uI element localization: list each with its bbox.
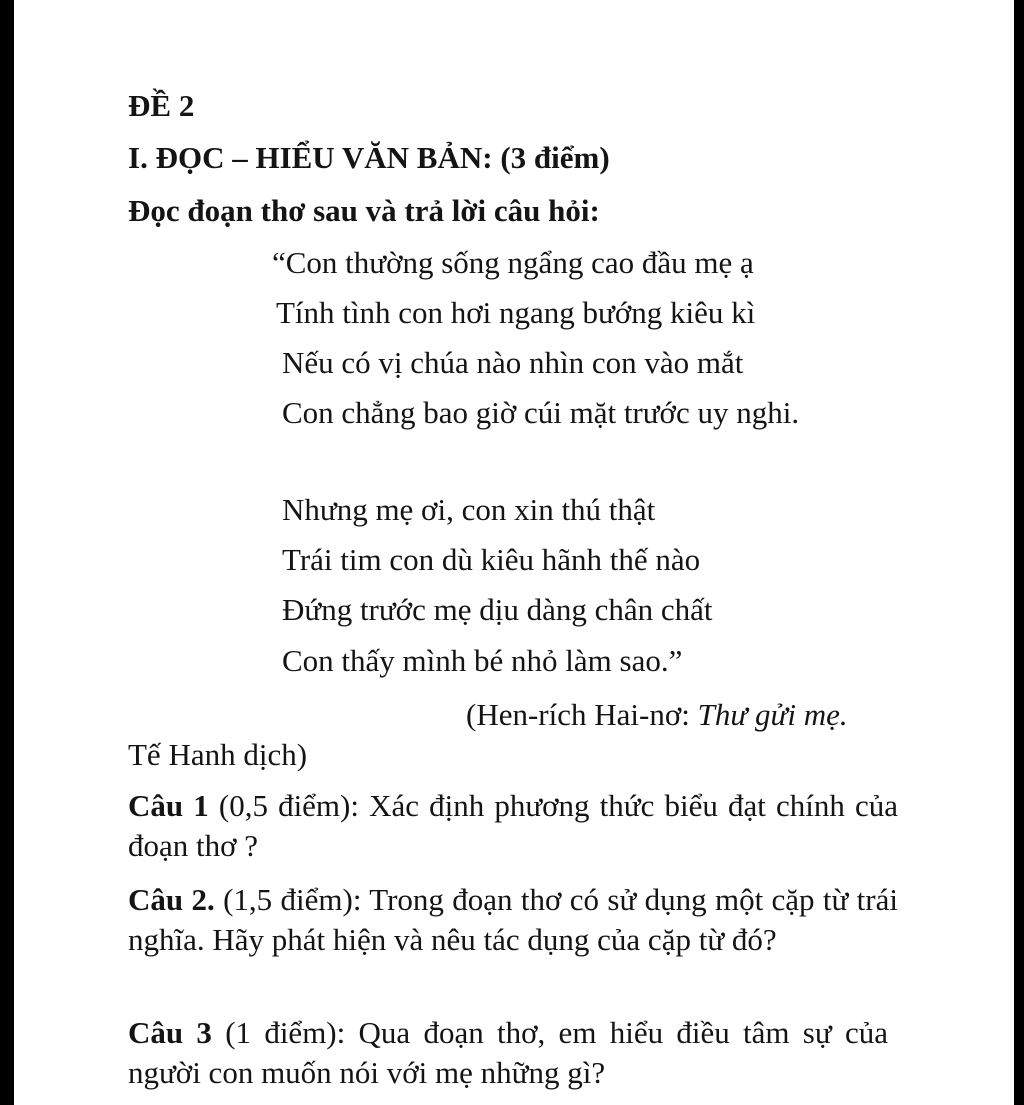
question-label: Câu 3: [128, 1015, 212, 1050]
question-text: (1 điểm): Qua đoạn thơ, em hiểu điều tâm sự của người con muốn nói với mẹ những gì?: [128, 1015, 888, 1090]
source-prefix: (Hen-rích Hai-nơ:: [466, 697, 698, 732]
question-label: Câu 1: [128, 788, 209, 823]
question-2: [128, 880, 898, 960]
question-1: [128, 786, 898, 866]
question-label: Câu 2.: [128, 882, 215, 917]
reading-instruction: Đọc đoạn thơ sau và trả lời câu hỏi:: [128, 193, 600, 228]
poem-line: Trái tim con dù kiêu hãnh thế nào: [282, 542, 701, 577]
source-work-title: Thư gửi mẹ.: [697, 697, 848, 732]
poem-line: “Con thường sống ngẩng cao đầu mẹ ạ: [272, 245, 754, 280]
source-translator: Tế Hanh dịch): [128, 737, 308, 772]
poem-line: Đứng trước mẹ dịu dàng chân chất: [282, 592, 713, 627]
document-page: [14, 0, 1014, 1105]
section-heading: I. ĐỌC – HIỂU VĂN BẢN: (3 điểm): [128, 140, 610, 175]
poem-line: Nhưng mẹ ơi, con xin thú thật: [282, 492, 656, 527]
question-text: (1,5 điểm): Trong đoạn thơ có sử dụng một cặp từ trái nghĩa. Hãy phát hiện và nêu tác dụng của cặp từ đó?: [128, 882, 898, 957]
poem-line: Con chẳng bao giờ cúi mặt trước uy nghi.: [282, 395, 800, 430]
poem-line: Con thấy mình bé nhỏ làm sao.”: [282, 643, 683, 678]
poem-line: Tính tình con hơi ngang bướng kiêu kì: [276, 295, 756, 330]
poem-source: [466, 695, 848, 735]
question-3: [128, 1013, 888, 1093]
exam-title: ĐỀ 2: [128, 88, 195, 123]
question-text: (0,5 điểm): Xác định phương thức biểu đạt chính của đoạn thơ ?: [128, 788, 898, 863]
cropped-next-line: [254, 1098, 674, 1105]
poem-line: Nếu có vị chúa nào nhìn con vào mắt: [282, 345, 744, 380]
